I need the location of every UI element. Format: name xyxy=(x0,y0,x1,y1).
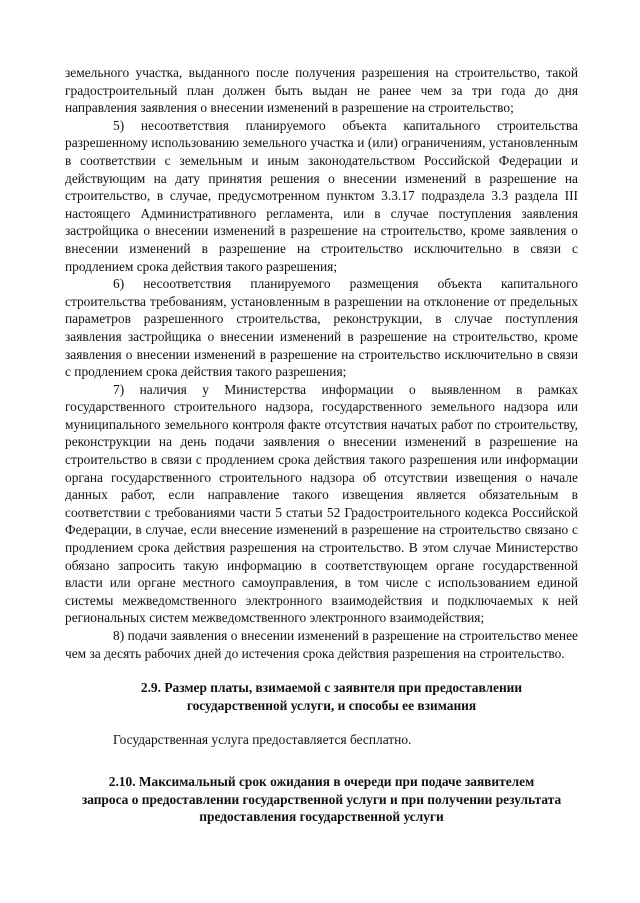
heading-line: запроса о предоставлении государственной услуги и при получении результата xyxy=(81,791,562,807)
paragraph-p-5: 5) несоответствия планируемого объекта капитального строительства разрешенному использованию земельного участка и (или) ограничениям, установленным в соответствии с земельным и иным законодательством Российской Федерации и действующим на дату принятия решения о внесении изменений в разрешение на строительство, в случае, предусмотренном пунктом 3.3.17 подраздела 3.3 раздела III настоящего Административного регламента, или в случае поступления заявления застройщика о внесении изменений в разрешение на строительство, кроме заявления о внесении изменений в разрешение на строительство исключительно в связи с продлением срока действия такого разрешения; xyxy=(65,117,578,274)
paragraph-p-7: 7) наличия у Министерства информации о выявленном в рамках государственного строительного надзора, государственного земельного надзора или муниципального земельного контроля факте отсутствия начатых работ по строительству, реконструкции на день подачи заявления о внесении изменений в разрешение на строительство в связи с продлением срока действия такого разрешения или информации органа государственного строительного надзора об отсутствии извещения о начале данных работ, если направление такого извещения является обязательным в соответствии с требованиями части 5 статьи 52 Градостроительного кодекса Российской Федерации, в случае, если внесение изменений в разрешение на строительство связано с продлением срока действия разрешения на строительство. В этом случае Министерство обязано запросить такую информацию в соответствующем органе государственной власти или органе местного самоуправления, в том числе с использованием единой системы межведомственного электронного взаимодействия и подключаемых к ней региональных систем межведомственного электронного взаимодействия; xyxy=(65,381,578,626)
section-2-9-heading xyxy=(65,679,578,714)
heading-line: 2.9. Размер платы, взимаемой с заявителя при предоставлении xyxy=(140,680,523,696)
paragraph-p-cont: земельного участка, выданного после получения разрешения на строительство, такой градостроительный план должен быть выдан не ранее чем за три года до дня направления заявления о внесении изменений в разрешение на строительство; xyxy=(65,65,578,116)
heading-line: государственной услуги, и способы ее взимания xyxy=(186,697,477,713)
heading-line: 2.10. Максимальный срок ожидания в очереди при подаче заявителем xyxy=(108,773,535,789)
paragraph-p-6: 6) несоответствия планируемого размещения объекта капитального строительства требованиям, установленным в разрешении на отклонение от предельных параметров разрешенного строительства, реконструкции, в случае поступления заявления застройщика о внесении изменений в разрешение на строительство, кроме заявления о внесении изменений в разрешение на строительство исключительно в связи с продлением срока действия такого разрешения; xyxy=(65,276,578,380)
section-2-9-body: Государственная услуга предоставляется бесплатно. xyxy=(113,732,412,748)
section-2-10-heading xyxy=(65,773,578,826)
paragraphs-container xyxy=(65,64,578,662)
paragraph-p-8: 8) подачи заявления о внесении изменений в разрешение на строительство менее чем за десять рабочих дней до истечения срока действия разрешения на строительство. xyxy=(65,628,578,661)
heading-line: предоставления государственной услуги xyxy=(199,809,444,825)
